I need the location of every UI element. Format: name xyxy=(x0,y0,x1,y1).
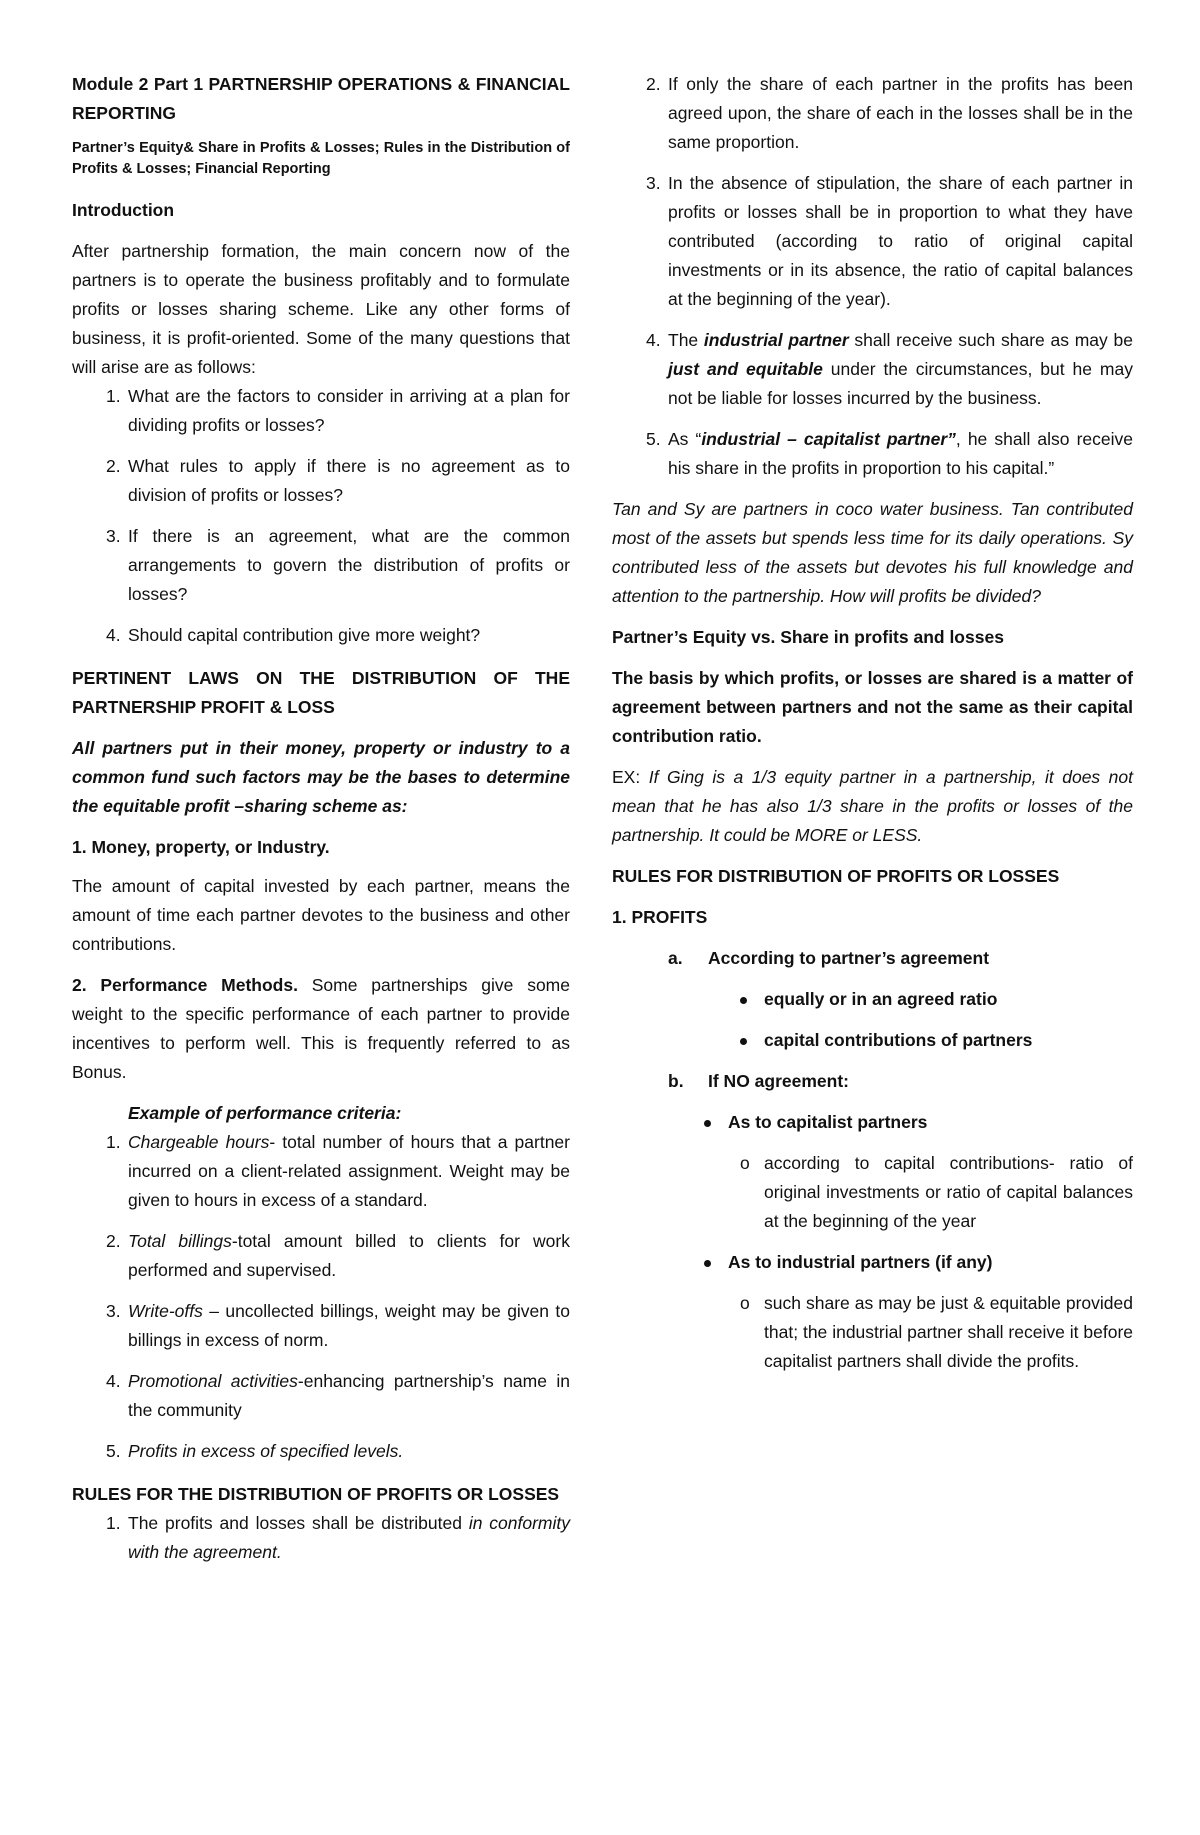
pertinent-laws-heading: PERTINENT LAWS ON THE DISTRIBUTION OF THE PARTNERSHIP PROFIT & LOSS xyxy=(72,668,570,717)
example-heading: Example of performance criteria: xyxy=(128,1103,402,1123)
bullet-icon xyxy=(704,1260,711,1267)
rules-heading: RULES FOR THE DISTRIBUTION OF PROFITS OR LOSSES xyxy=(72,1484,560,1504)
criteria-list xyxy=(72,1128,570,1466)
list-item: equally or in an agreed ratio xyxy=(668,985,1133,1014)
list-item: 4. Should capital contribution give more weight? xyxy=(106,625,481,645)
introduction-heading: Introduction xyxy=(72,200,175,220)
bullet-icon xyxy=(704,1120,711,1127)
money-heading: 1. Money, property, or Industry. xyxy=(72,837,330,857)
rules-list-start xyxy=(72,1509,570,1567)
list-item: 4. Promotional activities-enhancing partnership’s name in the community xyxy=(106,1371,570,1420)
list-item: As to industrial partners (if any) xyxy=(668,1248,1133,1277)
list-item: 4. The industrial partner shall receive such share as may be just and equitable under the circumstances, but he may not be liable for losses incurred by the business. xyxy=(646,330,1133,408)
bullet-icon xyxy=(740,997,747,1004)
equity-heading: Partner’s Equity vs. Share in profits and losses xyxy=(612,627,1004,647)
list-item: 5. As “industrial – capitalist partner”, he shall also receive his share in the profits in proportion to his capital.” xyxy=(646,429,1133,478)
right-column xyxy=(612,70,1134,1376)
bullet-icon xyxy=(740,1038,747,1045)
list-item: 3. In the absence of stipulation, the share of each partner in profits or losses shall be in proportion to what they have contributed (according to ratio of original capital investments or in its absence, the ratio of capital balances at the beginning of the year). xyxy=(646,173,1133,309)
list-item: 2. What rules to apply if there is no agreement as to division of profits or losses? xyxy=(106,456,570,505)
pertinent-statement: All partners put in their money, property or industry to a common fund such factors may be the bases to determine the equitable profit –sharing scheme as: xyxy=(72,738,570,816)
list-item: o such share as may be just & equitable provided that; the industrial partner shall receive it before capitalist partners shall divide the profits. xyxy=(740,1293,1133,1371)
list-item: 1. The profits and losses shall be distributed in conformity with the agreement. xyxy=(106,1513,571,1562)
list-item: As to capitalist partners xyxy=(668,1108,1133,1137)
list-item: 1. What are the factors to consider in arriving at a plan for dividing profits or losses? xyxy=(106,386,570,435)
rules-list-continued xyxy=(612,70,1133,483)
performance-paragraph: 2. Performance Methods. Some partnerships give some weight to the specific performance of each partner to provide incentives to perform well. This is frequently referred to as Bonus. xyxy=(72,975,570,1082)
option-a: a. According to partner’s agreement xyxy=(668,948,990,968)
list-item: 2. If only the share of each partner in the profits has been agreed upon, the share of each in the losses shall be in the same proportion. xyxy=(646,74,1133,152)
equity-example: EX: If Ging is a 1/3 equity partner in a partnership, it does not mean that he has also 1/3 share in the profits or losses of the partnership. It could be MORE or LESS. xyxy=(612,767,1134,845)
distribution-heading: RULES FOR DISTRIBUTION OF PROFITS OR LOSSES xyxy=(612,866,1060,886)
profits-heading: 1. PROFITS xyxy=(612,907,708,927)
money-text: The amount of capital invested by each partner, means the amount of time each partner devotes to the business and other contributions. xyxy=(72,876,570,954)
left-column xyxy=(72,70,570,1567)
option-b: b. If NO agreement: xyxy=(668,1071,849,1091)
list-item: o according to capital contributions- ratio of original investments or ratio of capital balances at the beginning of the year xyxy=(740,1153,1133,1231)
list-item: 5. Profits in excess of specified levels. xyxy=(106,1441,404,1461)
document-subtitle: Partner’s Equity& Share in Profits & Losses; Rules in the Distribution of Profits & Losses; Financial Reporting xyxy=(72,140,570,177)
list-item: 3. If there is an agreement, what are the common arrangements to govern the distribution of profits or losses? xyxy=(106,526,570,604)
equity-basis: The basis by which profits, or losses are shared is a matter of agreement between partners and not the same as their capital contribution ratio. xyxy=(612,668,1133,746)
list-item: 2. Total billings-total amount billed to clients for work performed and supervised. xyxy=(106,1231,570,1280)
introduction-paragraph: After partnership formation, the main concern now of the partners is to operate the business profitably and to formulate profits or losses sharing scheme. Like any other forms of business, it is profit-oriented. Some of the many questions that will arise are as follows: xyxy=(72,241,570,377)
questions-list xyxy=(72,382,570,650)
document-title: Module 2 Part 1 PARTNERSHIP OPERATIONS & FINANCIAL REPORTING xyxy=(72,74,570,123)
list-item: 3. Write-offs – uncollected billings, weight may be given to billings in excess of norm. xyxy=(106,1301,570,1350)
case-paragraph: Tan and Sy are partners in coco water business. Tan contributed most of the assets but spends less time for its daily operations. Sy contributed less of the assets but devotes his full knowledge and attention to the partnership. How will profits be divided? xyxy=(612,499,1133,606)
list-item: 1. Chargeable hours- total number of hours that a partner incurred on a client-related assignment. Weight may be given to hours in excess of a standard. xyxy=(106,1132,570,1210)
list-item: capital contributions of partners xyxy=(668,1026,1133,1055)
